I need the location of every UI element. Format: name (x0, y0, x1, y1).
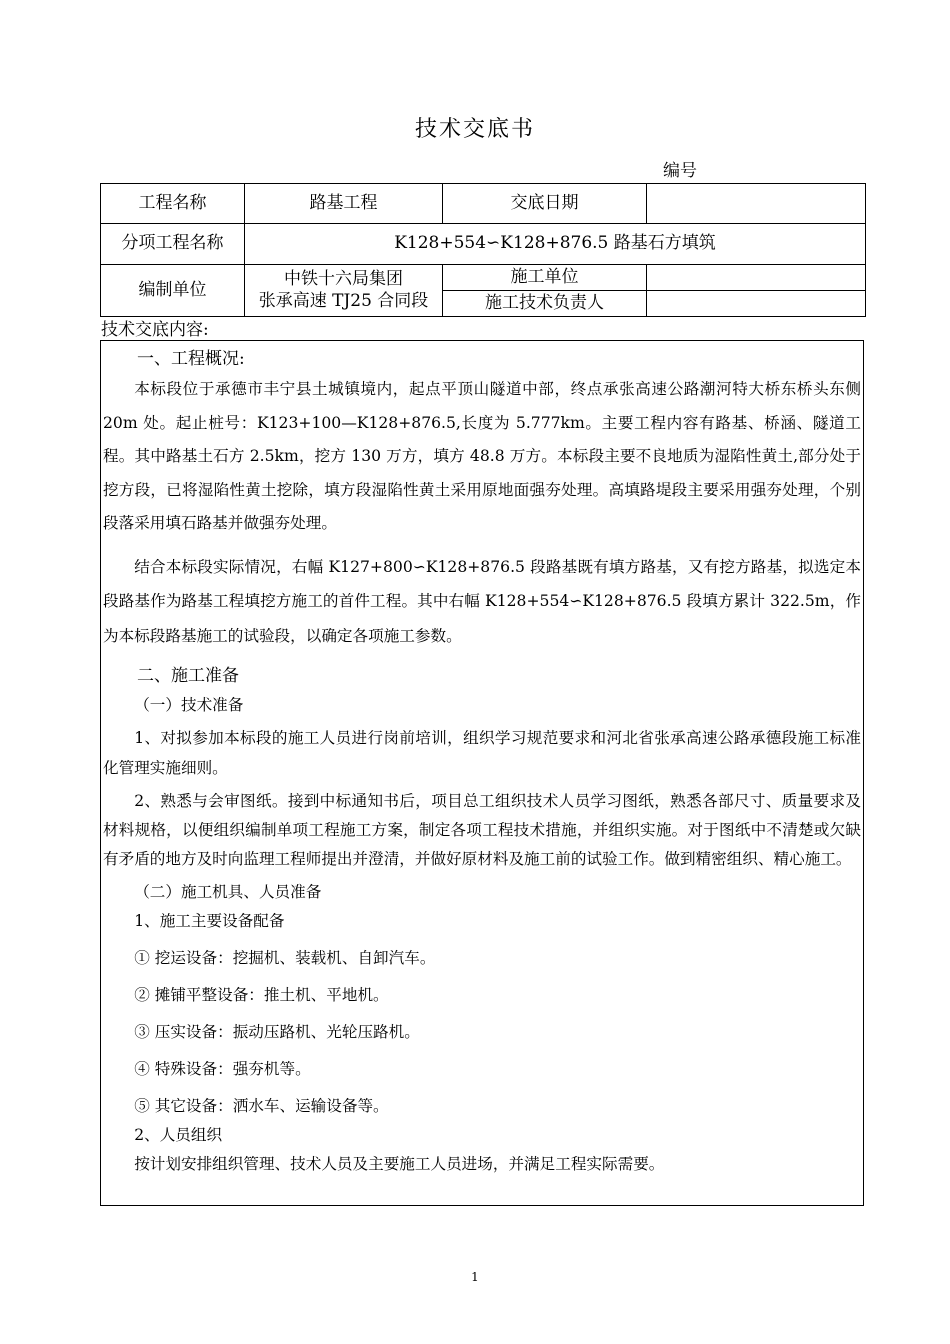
section1-paragraph2: 结合本标段实际情况，右幅 K127+800∽K128+876.5 段路基既有填方路基，又有挖方路基，拟选定本段路基作为路基工程填挖方施工的首件工程。其中右幅 K128+554∽K128+876.5 段填方累计 322.5m，作为本标段路基施工的试验段，以确定各项施工参数。 (103, 557, 861, 645)
date-value[interactable] (647, 184, 866, 224)
project-name-value: 路基工程 (245, 184, 443, 224)
sub-project-label: 分项工程名称 (101, 224, 245, 265)
section2-sub2: （二）施工机具、人员准备 (134, 883, 322, 901)
section2-paragraph3: 按计划安排组织管理、技术人员及主要施工人员进场，并满足工程实际需要。 (134, 1155, 665, 1173)
compiler-line2: 张承高速 TJ25 合同段 (258, 290, 429, 311)
construction-unit-label: 施工单位 (443, 265, 647, 291)
document-title: 技术交底书 (414, 117, 535, 142)
compiler-label: 编制单位 (101, 265, 245, 317)
section2-paragraph2: 2、熟悉与会审图纸。接到中标通知书后，项目总工组织技术人员学习图纸，熟悉各部尺寸、质量要求及材料规格，以便组织编制单项工程施工方案，制定各项工程技术措施，并组织实施。对于图纸中不清楚或欠缺有矛盾的地方及时向监理工程师提出并澄清，并做好原材料及施工前的试验工作。做到精密组织、精心施工。 (103, 792, 861, 868)
project-name-label: 工程名称 (101, 184, 245, 224)
doc-number-label: 编号 (663, 161, 697, 181)
section2-sub1: （一）技术准备 (134, 696, 244, 714)
date-label: 交底日期 (443, 184, 647, 224)
section1-paragraph1: 本标段位于承德市丰宁县土城镇境内，起点平顶山隧道中部，终点承张高速公路潮河特大桥东桥头东侧 20m 处。起止桩号：K123+100—K128+876.5,长度为 5.777km。主要工程内容有路基、桥涵、隧道工程。其中路基土石方 2.5km，挖方 130 万方，填方 48.8 万方。本标段主要不良地质为湿陷性黄土,部分处于挖方段，已将湿陷性黄土挖除，填方段湿陷性黄土采用原地面强夯处理。高填路堤段主要采用强夯处理，个别段落采用填石路基并做强夯处理。 (103, 380, 861, 532)
compiler-value (245, 265, 443, 317)
section2-paragraph1: 1、对拟参加本标段的施工人员进行岗前培训，组织学习规范要求和河北省张承高速公路承德段施工标准化管理实施细则。 (103, 729, 861, 777)
compiler-line1: 中铁十六局集团 (284, 269, 403, 290)
sub-project-value: K128+554∽K128+876.5 路基石方填筑 (245, 224, 866, 265)
equipment-item-2: ② 摊铺平整设备：推土机、平地机。 (134, 986, 389, 1004)
section1-heading: 一、工程概况: (137, 349, 245, 369)
section2-item2: 2、人员组织 (134, 1126, 223, 1144)
tech-lead-value[interactable] (647, 291, 866, 317)
section2-item1: 1、施工主要设备配备 (134, 912, 285, 930)
page-number: 1 (471, 1270, 479, 1284)
equipment-item-4: ④ 特殊设备：强夯机等。 (134, 1060, 311, 1078)
content-box (100, 340, 864, 1206)
construction-unit-value[interactable] (647, 265, 866, 291)
tech-lead-label: 施工技术负责人 (443, 291, 647, 317)
content-label: 技术交底内容: (101, 320, 209, 340)
section2-heading: 二、施工准备 (137, 666, 239, 686)
equipment-item-5: ⑤ 其它设备：洒水车、运输设备等。 (134, 1097, 389, 1115)
equipment-item-3: ③ 压实设备：振动压路机、光轮压路机。 (134, 1023, 420, 1041)
equipment-item-1: ① 挖运设备：挖掘机、装载机、自卸汽车。 (134, 949, 436, 967)
header-table (100, 183, 866, 317)
